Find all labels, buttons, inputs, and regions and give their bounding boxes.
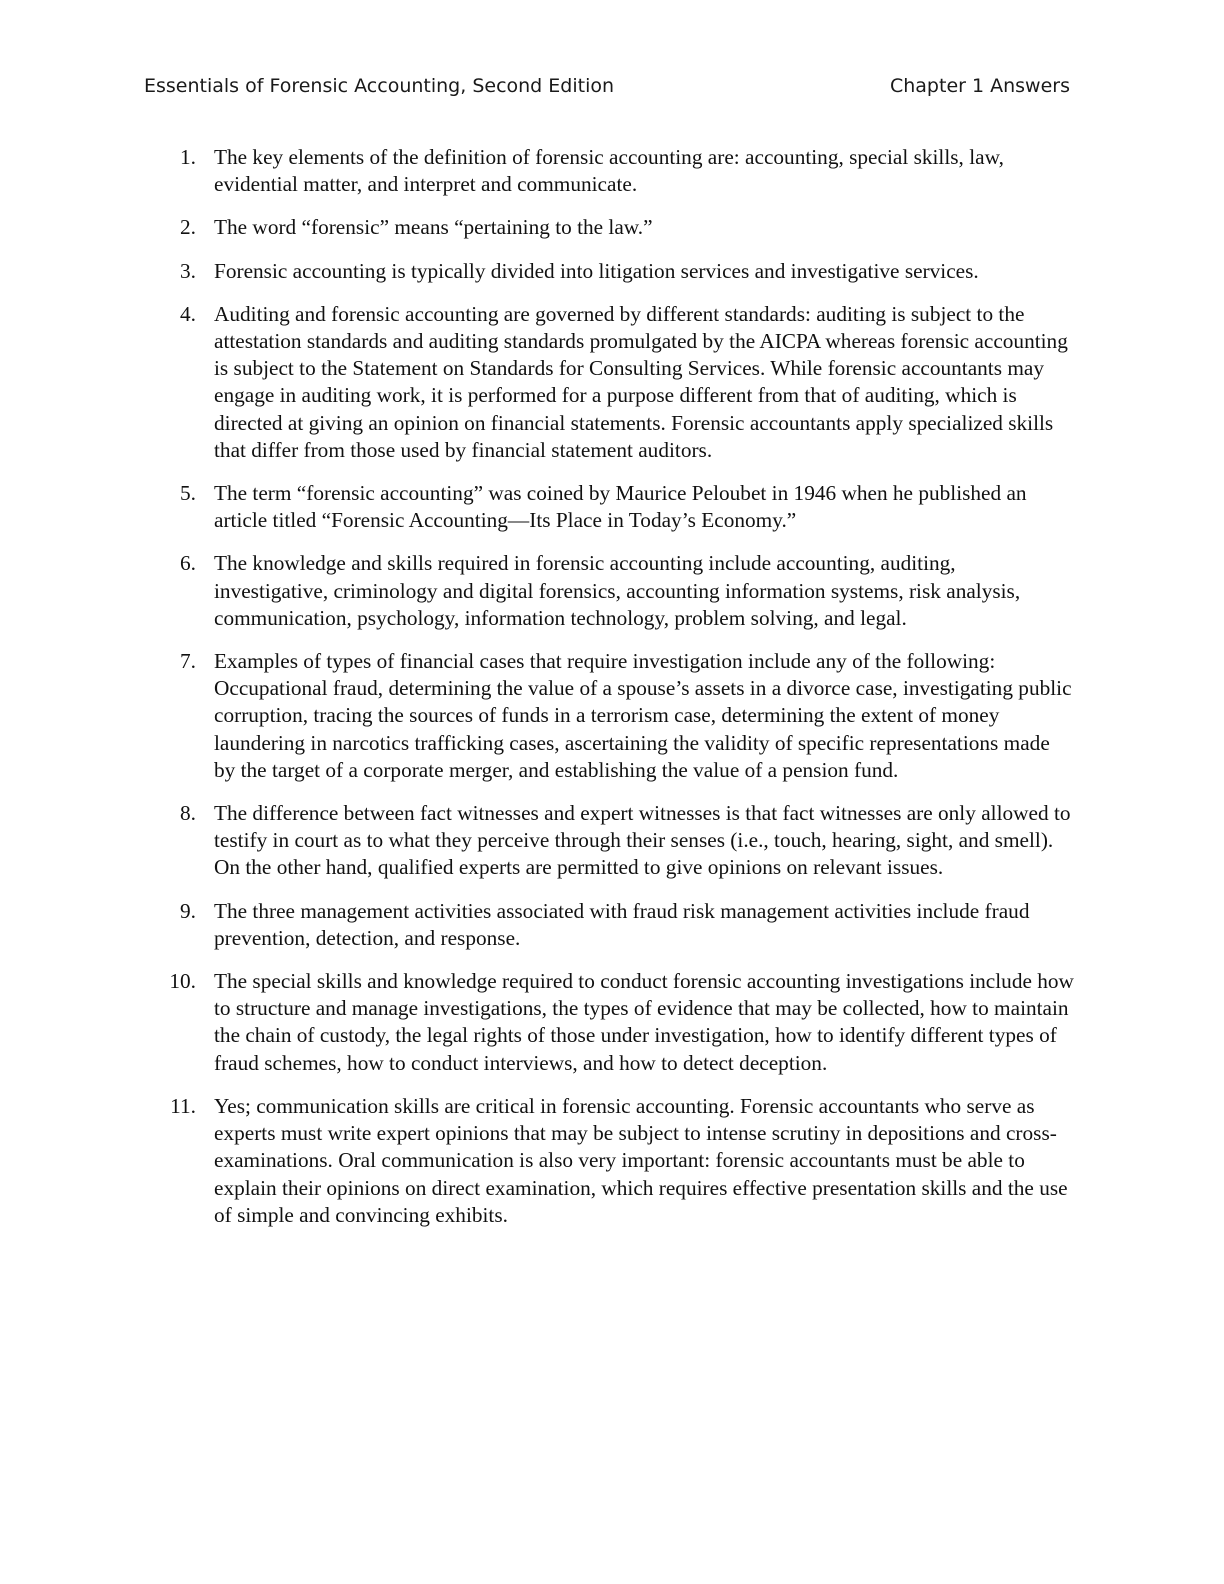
answer-number: 9. bbox=[180, 898, 196, 923]
answer-item bbox=[0, 648, 1074, 784]
answer-item bbox=[0, 214, 1074, 241]
answer-item bbox=[0, 968, 1074, 1077]
answer-text: Auditing and forensic accounting are governed by different standards: auditing is subject to the attestation standards and auditing standards promulgated by the AICPA whereas forensic accounting is subject to the Statement on Standards for Consulting Services. While forensic accountants may engage in auditing work, it is performed for a purpose different from that of auditing, which is directed at giving an opinion on financial statements. Forensic accountants apply specialized skills that differ from those used by financial statement auditors. bbox=[214, 301, 1068, 462]
answer-text: Forensic accounting is typically divided into litigation services and investigative services. bbox=[214, 258, 979, 283]
page-header bbox=[144, 72, 1070, 100]
answer-number: 7. bbox=[180, 649, 196, 674]
answer-number: 5. bbox=[180, 481, 196, 506]
answer-text: The difference between fact witnesses and expert witnesses is that fact witnesses are only allowed to testify in court as to what they perceive through their senses (i.e., touch, hearing, sight, and smell). On the other hand, qualified experts are permitted to give opinions on relevant issues. bbox=[214, 801, 1071, 880]
chapter-label: Chapter 1 Answers bbox=[889, 75, 1070, 97]
answer-item bbox=[0, 144, 1074, 198]
answer-number: 11. bbox=[170, 1093, 196, 1118]
answer-item bbox=[0, 1093, 1074, 1229]
answer-item bbox=[0, 301, 1074, 464]
answer-item bbox=[0, 898, 1074, 952]
answer-text: The word “forensic” means “pertaining to the law.” bbox=[214, 215, 653, 240]
answer-text: Yes; communication skills are critical in forensic accounting. Forensic accountants who serve as experts must write expert opinions that may be subject to intense scrutiny in depositions and cross-examinations. Oral communication is also very important: forensic accountants must be able to explain their opinions on direct examination, which requires effective presentation skills and the use of simple and convincing exhibits. bbox=[214, 1093, 1068, 1227]
answer-text: The term “forensic accounting” was coined by Maurice Peloubet in 1946 when he published an article titled “Forensic Accounting—Its Place in Today’s Economy.” bbox=[214, 481, 1027, 533]
answer-number: 1. bbox=[180, 145, 196, 169]
answer-text: The key elements of the definition of forensic accounting are: accounting, special skills, law, evidential matter, and interpret and communicate. bbox=[214, 145, 1004, 197]
answer-number: 3. bbox=[180, 258, 196, 283]
answer-text: Examples of types of financial cases that require investigation include any of the following: Occupational fraud, determining the value of a spouse’s assets in a divorce case, investigating public corruption, tracing the sources of funds in a terrorism case, determining the extent of money laundering in narcotics trafficking cases, ascertaining the validity of specific representations made by the target of a corporate merger, and establishing the value of a pension fund. bbox=[214, 649, 1072, 782]
answer-number: 4. bbox=[180, 301, 196, 326]
answer-text: The knowledge and skills required in forensic accounting include accounting, auditing, investigative, criminology and digital forensics, accounting information systems, risk analysis, communication, psychology, information technology, problem solving, and legal. bbox=[214, 551, 1021, 630]
answer-item bbox=[0, 800, 1074, 882]
answer-number: 8. bbox=[180, 801, 196, 826]
answer-list bbox=[0, 144, 1074, 1245]
answer-item bbox=[0, 550, 1074, 632]
answer-number: 2. bbox=[180, 215, 196, 240]
answer-item bbox=[0, 258, 1074, 285]
answer-number: 10. bbox=[169, 969, 196, 994]
book-title: Essentials of Forensic Accounting, Second Edition bbox=[144, 75, 615, 97]
answer-text: The special skills and knowledge required to conduct forensic accounting investigations include how to structure and manage investigations, the types of evidence that may be collected, how to maintain the chain of custody, the legal rights of those under investigation, how to identify different types of fraud schemes, how to conduct interviews, and how to detect deception. bbox=[214, 969, 1074, 1075]
answer-text: The three management activities associated with fraud risk management activities include fraud prevention, detection, and response. bbox=[214, 898, 1030, 950]
answer-item bbox=[0, 480, 1074, 534]
answer-number: 6. bbox=[180, 551, 196, 576]
